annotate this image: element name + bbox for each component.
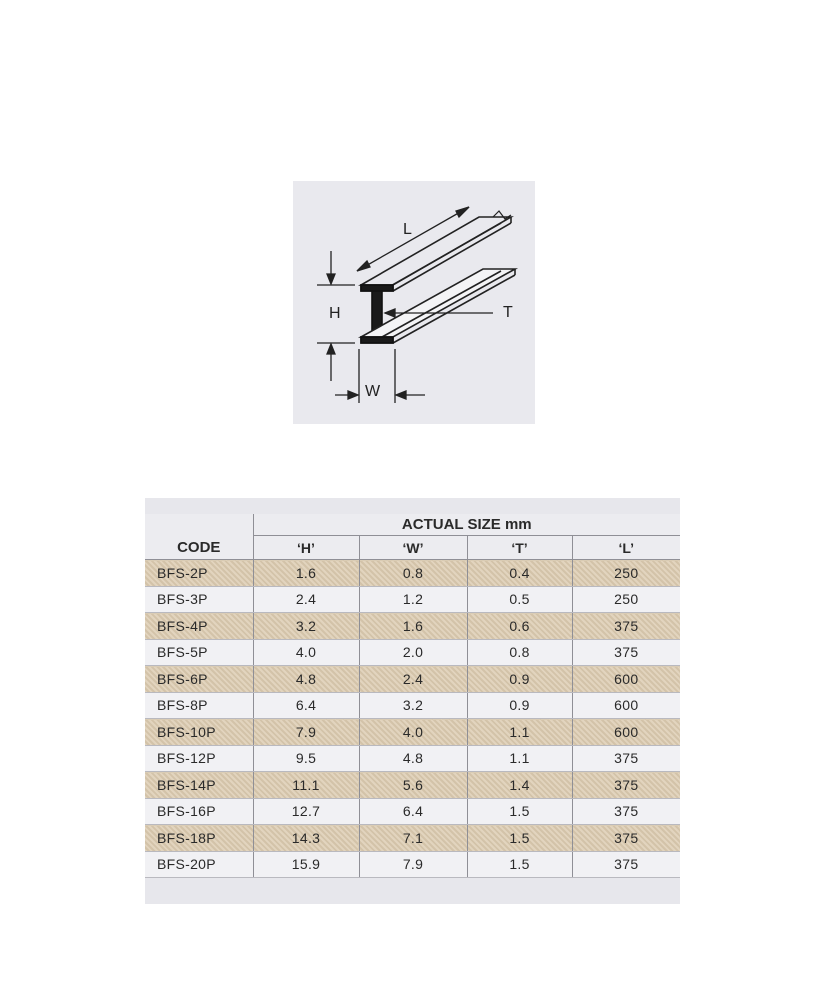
column-header-w: ‘W’ xyxy=(359,536,467,560)
t-cell: 1.5 xyxy=(467,798,572,825)
code-cell: BFS-3P xyxy=(145,586,253,613)
table-row xyxy=(145,851,680,878)
code-cell: BFS-18P xyxy=(145,825,253,852)
code-cell: BFS-6P xyxy=(145,666,253,693)
h-cell: 9.5 xyxy=(253,745,359,772)
i-beam-drawing xyxy=(293,181,535,424)
t-cell: 1.1 xyxy=(467,745,572,772)
column-header-l: ‘L’ xyxy=(572,536,680,560)
t-cell: 0.9 xyxy=(467,666,572,693)
l-cell: 250 xyxy=(572,586,680,613)
length-label: L xyxy=(403,221,412,238)
code-cell: BFS-10P xyxy=(145,719,253,746)
l-cell: 375 xyxy=(572,825,680,852)
width-label: W xyxy=(365,383,381,400)
column-header-code: CODE xyxy=(145,514,253,560)
t-cell: 0.6 xyxy=(467,613,572,640)
w-cell: 0.8 xyxy=(359,560,467,587)
l-cell: 600 xyxy=(572,692,680,719)
w-cell: 2.4 xyxy=(359,666,467,693)
t-cell: 0.8 xyxy=(467,639,572,666)
thickness-label: T xyxy=(503,304,513,321)
t-cell: 0.4 xyxy=(467,560,572,587)
h-cell: 12.7 xyxy=(253,798,359,825)
code-cell: BFS-12P xyxy=(145,745,253,772)
column-header-t: ‘T’ xyxy=(467,536,572,560)
code-cell: BFS-20P xyxy=(145,851,253,878)
height-label: H xyxy=(329,305,341,322)
l-cell: 375 xyxy=(572,798,680,825)
table-row xyxy=(145,639,680,666)
column-group-actual-size: ACTUAL SIZE mm xyxy=(253,514,680,536)
l-cell: 600 xyxy=(572,719,680,746)
h-cell: 4.8 xyxy=(253,666,359,693)
table-row xyxy=(145,586,680,613)
w-cell: 1.6 xyxy=(359,613,467,640)
i-beam-diagram xyxy=(293,181,535,424)
h-cell: 6.4 xyxy=(253,692,359,719)
code-cell: BFS-8P xyxy=(145,692,253,719)
table-row xyxy=(145,745,680,772)
size-table xyxy=(145,514,680,878)
t-cell: 1.1 xyxy=(467,719,572,746)
column-header-h: ‘H’ xyxy=(253,536,359,560)
code-cell: BFS-16P xyxy=(145,798,253,825)
l-cell: 375 xyxy=(572,745,680,772)
code-cell: BFS-2P xyxy=(145,560,253,587)
h-cell: 11.1 xyxy=(253,772,359,799)
t-cell: 0.9 xyxy=(467,692,572,719)
code-cell: BFS-4P xyxy=(145,613,253,640)
w-cell: 4.0 xyxy=(359,719,467,746)
code-cell: BFS-14P xyxy=(145,772,253,799)
table-row xyxy=(145,798,680,825)
t-cell: 0.5 xyxy=(467,586,572,613)
l-cell: 375 xyxy=(572,613,680,640)
table-row xyxy=(145,613,680,640)
h-cell: 3.2 xyxy=(253,613,359,640)
h-cell: 1.6 xyxy=(253,560,359,587)
l-cell: 250 xyxy=(572,560,680,587)
size-table-panel xyxy=(145,498,680,904)
code-cell: BFS-5P xyxy=(145,639,253,666)
w-cell: 5.6 xyxy=(359,772,467,799)
w-cell: 6.4 xyxy=(359,798,467,825)
t-cell: 1.5 xyxy=(467,825,572,852)
w-cell: 2.0 xyxy=(359,639,467,666)
w-cell: 3.2 xyxy=(359,692,467,719)
w-cell: 7.1 xyxy=(359,825,467,852)
table-row xyxy=(145,560,680,587)
table-row xyxy=(145,666,680,693)
l-cell: 600 xyxy=(572,666,680,693)
h-cell: 4.0 xyxy=(253,639,359,666)
l-cell: 375 xyxy=(572,772,680,799)
h-cell: 2.4 xyxy=(253,586,359,613)
w-cell: 7.9 xyxy=(359,851,467,878)
h-cell: 15.9 xyxy=(253,851,359,878)
w-cell: 1.2 xyxy=(359,586,467,613)
h-cell: 7.9 xyxy=(253,719,359,746)
t-cell: 1.5 xyxy=(467,851,572,878)
h-cell: 14.3 xyxy=(253,825,359,852)
table-row xyxy=(145,825,680,852)
table-row xyxy=(145,719,680,746)
t-cell: 1.4 xyxy=(467,772,572,799)
table-row xyxy=(145,772,680,799)
table-row xyxy=(145,692,680,719)
l-cell: 375 xyxy=(572,851,680,878)
l-cell: 375 xyxy=(572,639,680,666)
w-cell: 4.8 xyxy=(359,745,467,772)
